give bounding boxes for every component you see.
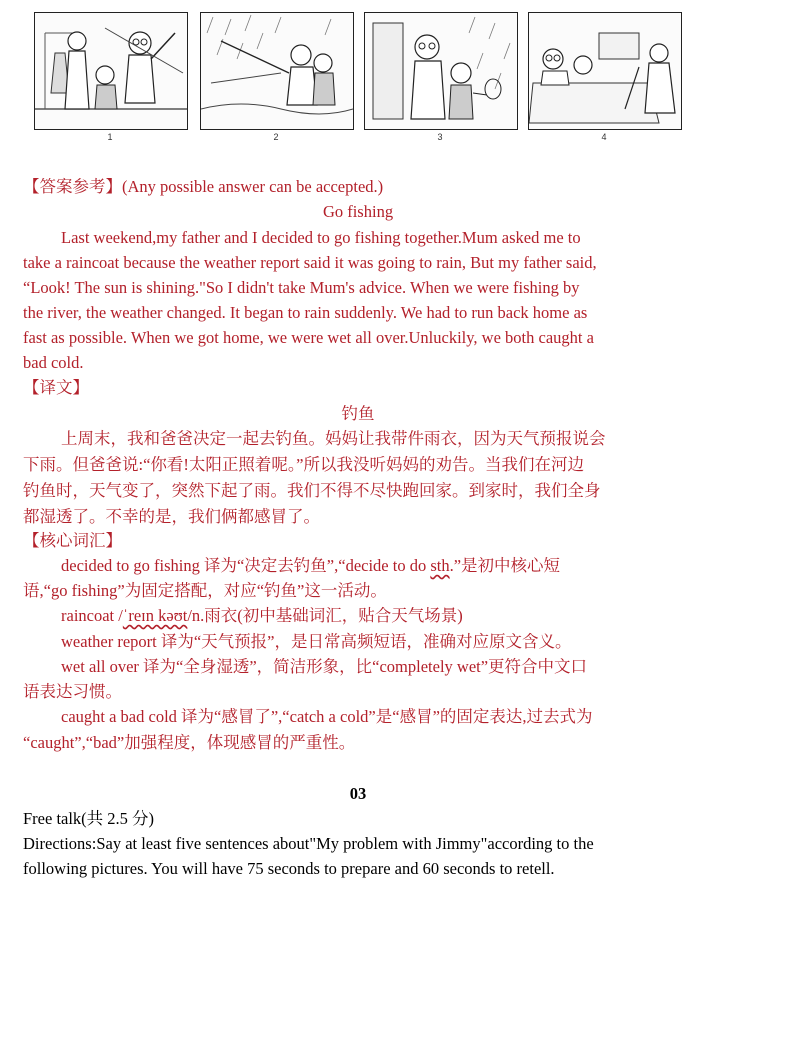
vocab-item-5-line-2: “caught”,“bad”加强程度，体现感冒的严重性。	[23, 733, 356, 752]
translation-title: 钓鱼	[341, 404, 375, 423]
panel-2-drawing	[201, 13, 353, 129]
vocab-item-1-line-2: 语,“go fishing”为固定搭配，对应“钓鱼”这一活动。	[23, 581, 387, 600]
answer-line-5: fast as possible. When we got home, we were wet all over.Unluckily, we both caught a	[23, 328, 594, 347]
comic-strip	[30, 8, 690, 140]
panel-3-drawing	[365, 13, 517, 129]
vocab-item-1	[61, 556, 560, 576]
translation-line-2: 下雨。但爸爸说:“你看!太阳正照着呢。”所以我没听妈妈的劝告。当我们在河边	[23, 455, 584, 474]
vocab-item-1-sth: sth	[430, 556, 450, 575]
section-number: 03	[349, 784, 367, 803]
answer-line-2: take a raincoat because the weather report said it was going to rain, But my father said,	[23, 253, 597, 272]
vocab-item-2-phonetic: ˈreɪn kəʊt	[122, 606, 188, 625]
vocab-item-3: weather report 译为“天气预报”，是日常高频短语，准确对应原文含义。	[61, 632, 572, 651]
panel-4-drawing	[529, 13, 681, 129]
panel-number-4: 4	[601, 132, 607, 142]
translation-line-1: 上周末，我和爸爸决定一起去钓鱼。妈妈让我带件雨衣，因为天气预报说会	[61, 429, 606, 448]
panel-number-1: 1	[107, 132, 113, 142]
vocab-item-1-text-a: decided to go fishing 译为“决定去钓鱼”,“decide to do	[61, 556, 431, 575]
answer-line-1: Last weekend,my father and I decided to go fishing together.Mum asked me to	[61, 228, 581, 247]
comic-panel-2	[200, 12, 354, 130]
answer-line-4: the river, the weather changed. It began to rain suddenly. We had to run back home as	[23, 303, 588, 322]
panel-number-2: 2	[273, 132, 279, 142]
vocab-item-4: wet all over 译为“全身湿透”，简洁形象，比“completely wet”更符合中文口	[61, 657, 588, 676]
vocab-item-2	[61, 606, 463, 626]
translation-line-4: 都湿透了。不幸的是，我们俩都感冒了。	[23, 507, 320, 526]
directions-line-1: Directions:Say at least five sentences about"My problem with Jimmy"according to the	[23, 834, 594, 853]
answer-heading: 【答案参考】(Any possible answer can be accepted.)	[23, 177, 384, 196]
answer-line-3: “Look! The sun is shining."So I didn't take Mum's advice. When we were fishing by	[23, 278, 580, 297]
vocab-item-4-line-2: 语表达习惯。	[23, 682, 122, 701]
section-title: Free talk(共 2.5 分)	[23, 809, 155, 828]
answer-title: Go fishing	[322, 202, 394, 221]
vocab-item-5: caught a bad cold 译为“感冒了”,“catch a cold”是“感冒”的固定表达,过去式为	[61, 707, 593, 726]
vocab-heading: 【核心词汇】	[23, 531, 122, 550]
vocab-item-2-meaning: /n.雨衣(初中基础词汇，贴合天气场景)	[187, 606, 463, 625]
translation-line-3: 钓鱼时，天气变了，突然下起了雨。我们不得不尽快跑回家。到家时，我们全身	[23, 481, 601, 500]
vocab-item-2-word: raincoat /	[61, 606, 123, 625]
directions-line-2: following pictures. You will have 75 seconds to prepare and 60 seconds to retell.	[23, 859, 555, 878]
translation-heading: 【译文】	[23, 378, 89, 397]
vocab-item-1-text-b: .”是初中核心短	[449, 556, 561, 575]
comic-panel-1	[34, 12, 188, 130]
panel-number-3: 3	[437, 132, 443, 142]
answer-line-6: bad cold.	[23, 353, 84, 372]
comic-panel-4	[528, 12, 682, 130]
panel-1-drawing	[35, 13, 187, 129]
comic-panel-3	[364, 12, 518, 130]
